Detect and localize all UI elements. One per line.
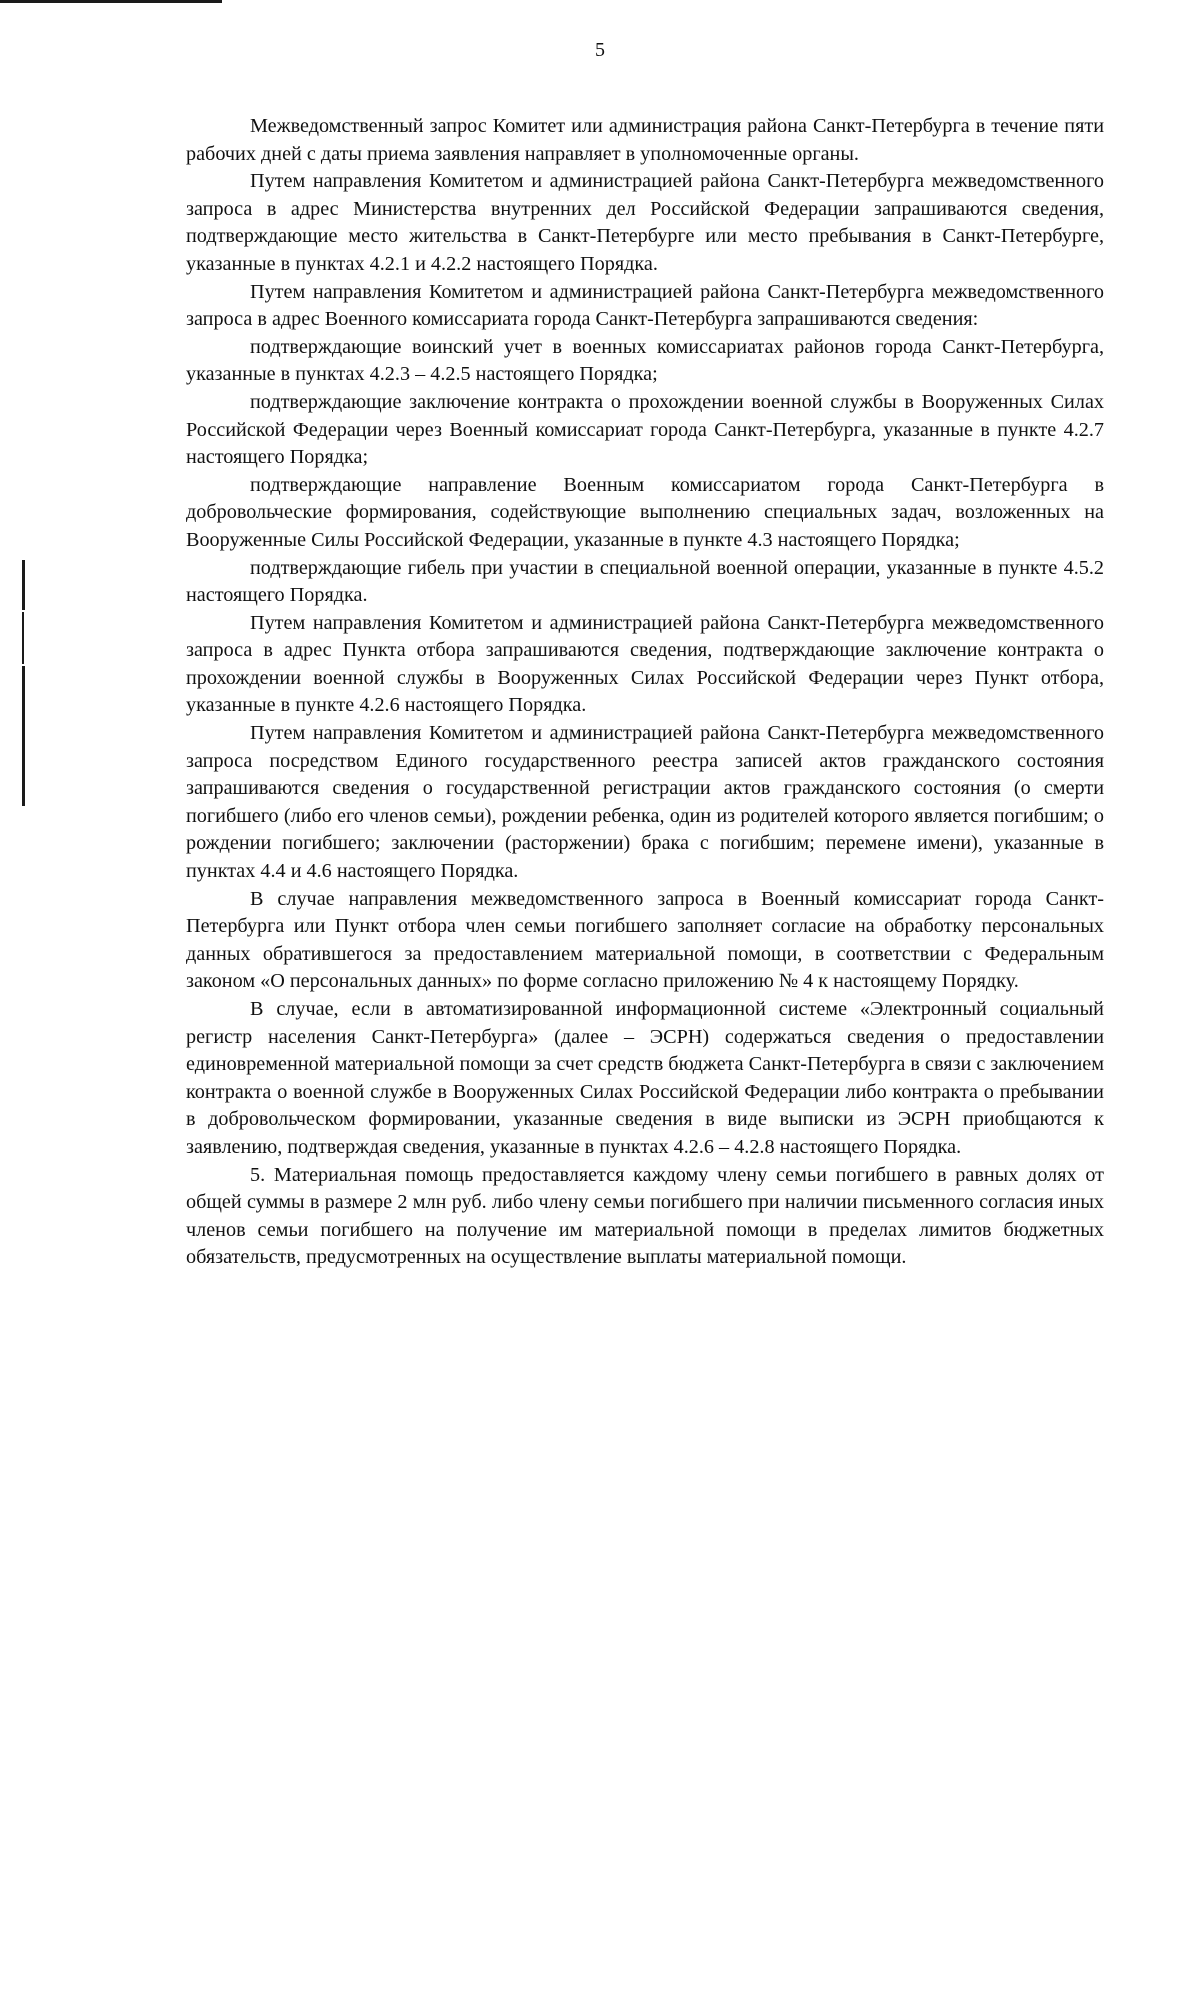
paragraph-volunteer-formations: подтверждающие направление Военным комиссариатом города Санкт-Петербурга в добровольческие формирования, содействующие выполнению специальных задач, возложенных на Вооруженные Силы Российской Федерации, указанные в пункте 4.3 настоящего Порядка; [186,473,1104,551]
paragraph-death-confirmation: подтверждающие гибель при участии в специальной военной операции, указанные в пункте 4.5.2 настоящего Порядка. [186,556,1104,607]
paragraph-material-assistance: 5. Материальная помощь предоставляется каждому члену семьи погибшего в равных долях от общей суммы в размере 2 млн руб. либо члену семьи погибшего при наличии письменного согласия иных членов семьи погибшего на получение им материальной помощи в пределах лимитов бюджетных обязательств, предусмотренных на осуществление выплаты материальной помощи. [186,1163,1104,1269]
paragraph-personal-data-consent: В случае направления межведомственного запроса в Военный комиссариат города Санкт-Петербурга или Пункт отбора член семьи погибшего заполняет согласие на обработку персональных данных обратившегося за предоставлением материальной помощи, в соответствии с Федеральным законом «О персональных данных» по форме согласно приложению № 4 к настоящему Порядку. [186,887,1104,993]
paragraph-esrn-information: В случае, если в автоматизированной информационной системе «Электронный социальный регистр населения Санкт-Петербурга» (далее – ЭСРН) содержаться сведения о предоставлении единовременной материальной помощи за счет средств бюджета Санкт-Петербурга в связи с заключением контракта о военной службе в Вооруженных Силах Российской Федерации либо контракта о пребывании в добровольческом формировании, указанные сведения в виде выписки из ЭСРН приобщаются к заявлению, подтверждая сведения, указанные в пунктах 4.2.6 – 4.2.8 настоящего Порядка. [186,998,1104,1158]
paragraph-military-registration: подтверждающие воинский учет в военных комиссариатах районов города Санкт-Петербурга, указанные в пунктах 4.2.3 – 4.2.5 настоящего Порядка; [186,335,1104,386]
scan-margin-mark [22,612,24,664]
paragraph-selection-point-request: Путем направления Комитетом и администрацией района Санкт-Петербурга межведомственного запроса в адрес Пункта отбора запрашиваются сведения, подтверждающие заключение контракта о прохождении военной службы в Вооруженных Силах Российской Федерации через Пункт отбора, указанные в пункте 4.2.6 настоящего Порядка. [186,611,1104,717]
document-body [186,113,1104,1272]
page-number: 5 [595,39,605,61]
scan-margin-mark [22,666,25,806]
paragraph-civil-registry-request: Путем направления Комитетом и администрацией района Санкт-Петербурга межведомственного запроса посредством Единого государственного реестра записей актов гражданского состояния запрашиваются сведения о государственной регистрации актов гражданского состояния (о смерти погибшего (либо его членов семьи), рождении ребенка, один из родителей которого является погибшим; о рождении погибшего; заключении (расторжении) брака с погибшим; перемене имени), указанные в пунктах 4.4 и 4.6 настоящего Порядка. [186,722,1104,883]
paragraph-military-commissariat-request: Путем направления Комитетом и администрацией района Санкт-Петербурга межведомственного запроса в адрес Военного комиссариата города Санкт-Петербурга запрашиваются сведения: [186,280,1104,331]
paragraph-contract-commissariat: подтверждающие заключение контракта о прохождении военной службы в Вооруженных Силах Российской Федерации через Военный комиссариат города Санкт-Петербурга, указанные в пункте 4.2.7 настоящего Порядка; [186,390,1104,469]
paragraph-mvd-request: Путем направления Комитетом и администрацией района Санкт-Петербурга межведомственного запроса в адрес Министерства внутренних дел Российской Федерации запрашиваются сведения, подтверждающие место жительства в Санкт-Петербурге или место пребывания в Санкт-Петербурге, указанные в пунктах 4.2.1 и 4.2.2 настоящего Порядка. [186,170,1104,275]
scan-edge-line [0,0,222,3]
scan-margin-mark [22,560,25,610]
paragraph-interagency-request-timing: Межведомственный запрос Комитет или администрация района Санкт-Петербурга в течение пяти рабочих дней с даты приема заявления направляет в уполномоченные органы. [186,115,1104,165]
